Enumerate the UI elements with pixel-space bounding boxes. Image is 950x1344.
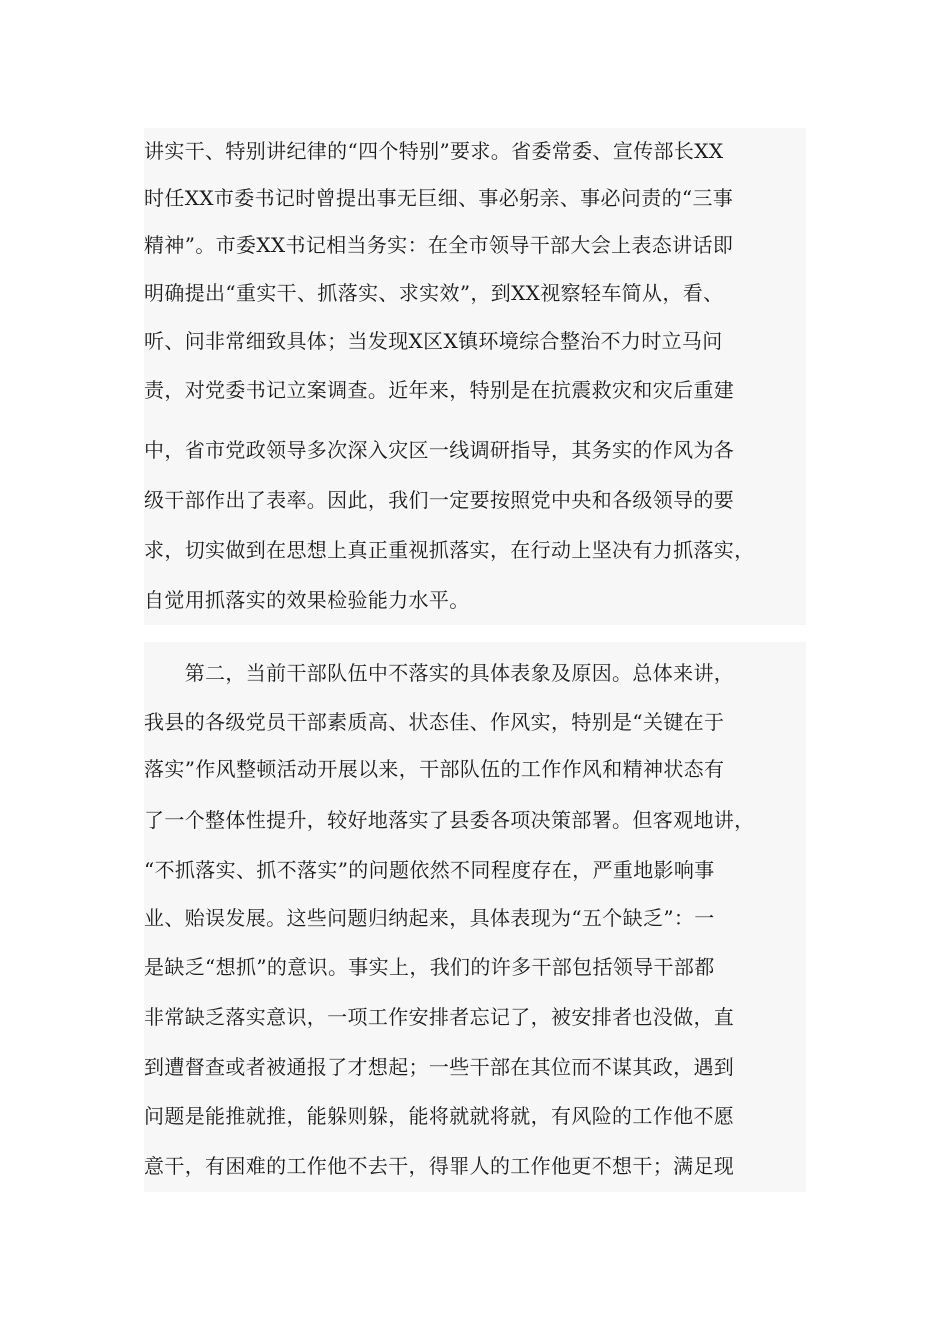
text-line: 是缺乏“想抓”的意识。事实上，我们的许多干部包括领导干部都	[144, 955, 715, 979]
text-line: 了一个整体性提升，较好地落实了县委各项决策部署。但客观地讲，	[144, 808, 755, 832]
text-line: 中，省市党政领导多次深入灾区一线调研指导，其务实的作风为各	[144, 438, 735, 462]
text-line: 明确提出“重实干、抓落实、求实效”，到XX视察轻车简从，看、	[144, 281, 724, 305]
text-line: “不抓落实、抓不落实”的问题依然不同程度存在，严重地影响事	[144, 858, 715, 882]
text-line: 讲实干、特别讲纪律的“四个特别”要求。省委常委、宣传部长XX	[144, 139, 724, 163]
text-line: 非常缺乏落实意识，一项工作安排者忘记了，被安排者也没做，直	[144, 1005, 735, 1029]
text-line: 我县的各级党员干部素质高、状态佳、作风实，特别是“关键在于	[144, 710, 725, 734]
paragraph-2	[144, 642, 806, 1192]
text-line: 责，对党委书记立案调查。近年来，特别是在抗震救灾和灾后重建	[144, 378, 735, 402]
text-line: 意干，有困难的工作他不去干，得罪人的工作他更不想干；满足现	[144, 1154, 735, 1178]
text-line: 问题是能推就推，能躲则躲，能将就就将就，有风险的工作他不愿	[144, 1104, 735, 1128]
text-line: 业、贻误发展。这些问题归纳起来，具体表现为“五个缺乏”：一	[144, 906, 715, 930]
text-line: 时任XX市委书记时曾提出事无巨细、事必躬亲、事必问责的“三事	[144, 186, 734, 210]
text-line: 到遭督查或者被通报了才想起；一些干部在其位而不谋其政，遇到	[144, 1055, 735, 1079]
text-line: 求，切实做到在思想上真正重视抓落实，在行动上坚决有力抓落实，	[144, 538, 755, 562]
text-line: 级干部作出了表率。因此，我们一定要按照党中央和各级领导的要	[144, 488, 735, 512]
text-line: 落实”作风整顿活动开展以来，干部队伍的工作作风和精神状态有	[144, 757, 725, 781]
text-line: 自觉用抓落实的效果检验能力水平。	[144, 588, 470, 612]
text-line: 听、问非常细致具体；当发现X区X镇环境综合整治不力时立马问	[144, 329, 723, 353]
text-line: 精神”。市委XX书记相当务实：在全市领导干部大会上表态讲话即	[144, 233, 734, 257]
text-line: 第二，当前干部队伍中不落实的具体表象及原因。总体来讲，	[144, 661, 735, 685]
paragraph-1	[144, 128, 806, 625]
